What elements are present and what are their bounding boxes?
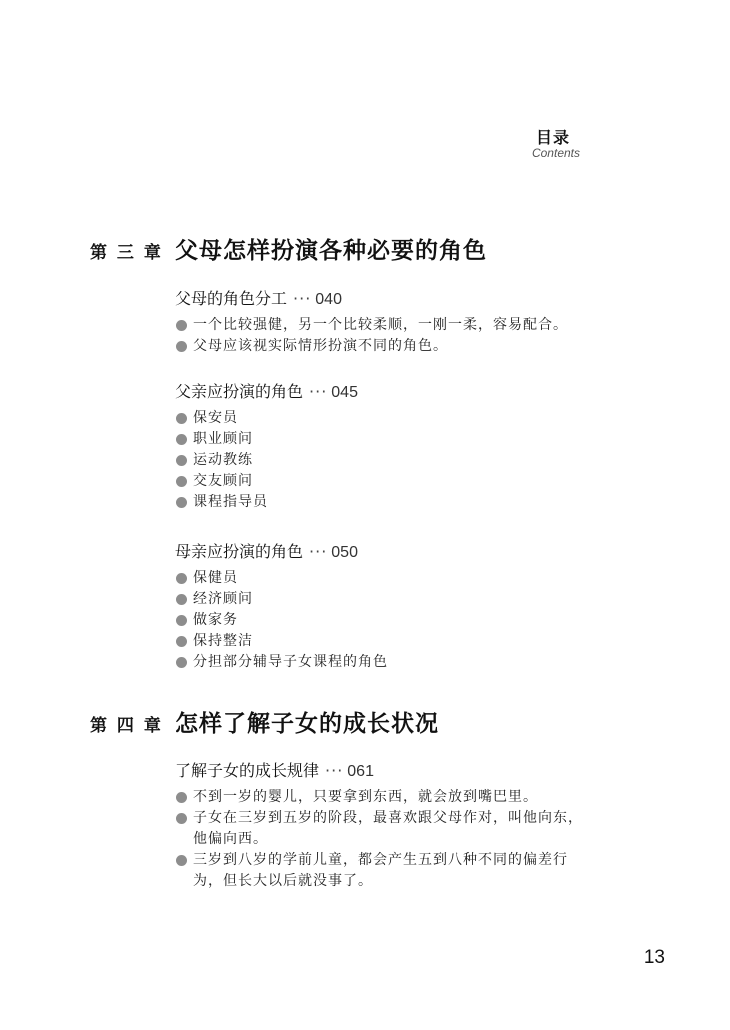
chapter-title: 怎样了解子女的成长状况: [175, 710, 439, 737]
list-item: [175, 589, 605, 610]
section-title: 父亲应扮演的角色: [175, 382, 304, 401]
section-items: [175, 568, 605, 673]
bullet-icon: [176, 594, 187, 605]
section-page-number: 061: [347, 763, 374, 780]
list-item: [175, 450, 605, 471]
toc-section: [175, 381, 605, 513]
list-item: [175, 610, 605, 631]
chapter-number: 第 四 章: [90, 716, 163, 736]
list-item-text: 交友顾问: [193, 473, 253, 489]
list-item-text: 分担部分辅导子女课程的角色: [193, 654, 388, 670]
leader-dots: ···: [309, 382, 328, 401]
bullet-icon: [176, 413, 187, 424]
section-page-number: 040: [315, 291, 342, 308]
bullet-icon: [176, 320, 187, 331]
section-title: 母亲应扮演的角色: [175, 542, 304, 561]
leader-dots: ···: [325, 761, 344, 780]
section-heading: [175, 288, 605, 311]
section-items: [175, 787, 585, 892]
section-heading: [175, 541, 605, 564]
list-item-text: 职业顾问: [193, 431, 253, 447]
toc-header: [531, 128, 580, 160]
section-page-number: 050: [331, 544, 358, 561]
section-title: 了解子女的成长规律: [175, 761, 320, 780]
leader-dots: ···: [293, 289, 312, 308]
list-item-text: 运动教练: [193, 452, 253, 468]
list-item: [175, 492, 605, 513]
list-item-text: 三岁到八岁的学前儿童，都会产生五到八种不同的偏差行为，但长大以后就没事了。: [193, 852, 568, 889]
section-heading: [175, 381, 605, 404]
toc-section: [175, 760, 585, 892]
list-item-text: 做家务: [193, 612, 238, 628]
bullet-icon: [176, 792, 187, 803]
toc-section: [175, 288, 605, 357]
section-items: [175, 408, 605, 513]
list-item-text: 保安员: [193, 410, 238, 426]
bullet-icon: [176, 341, 187, 352]
list-item-text: 保持整洁: [193, 633, 253, 649]
list-item: [175, 568, 605, 589]
list-item-text: 经济顾问: [193, 591, 253, 607]
section-title: 父母的角色分工: [175, 289, 288, 308]
section-page-number: 045: [331, 384, 358, 401]
bullet-icon: [176, 636, 187, 647]
list-item: [175, 471, 605, 492]
chapter-title: 父母怎样扮演各种必要的角色: [175, 237, 487, 264]
list-item-text: 子女在三岁到五岁的阶段，最喜欢跟父母作对，叫他向东，他偏向西。: [193, 810, 583, 847]
toc-section: [175, 541, 605, 673]
section-heading: [175, 760, 585, 783]
bullet-icon: [176, 855, 187, 866]
chapter-heading: [90, 705, 439, 738]
list-item: [175, 315, 605, 336]
list-item: [175, 850, 585, 892]
list-item: [175, 631, 605, 652]
bullet-icon: [176, 497, 187, 508]
section-items: [175, 315, 605, 357]
bullet-icon: [176, 455, 187, 466]
list-item-text: 保健员: [193, 570, 238, 586]
chapter-heading: [90, 232, 487, 265]
list-item-text: 一个比较强健，另一个比较柔顺，一刚一柔，容易配合。: [193, 317, 568, 333]
list-item: [175, 787, 585, 808]
chapter-number: 第 三 章: [90, 243, 163, 263]
toc-subtitle: Contents: [531, 146, 580, 160]
list-item-text: 不到一岁的婴儿，只要拿到东西，就会放到嘴巴里。: [193, 789, 538, 805]
page-number: 13: [643, 947, 665, 968]
bullet-icon: [176, 813, 187, 824]
list-item: [175, 652, 605, 673]
leader-dots: ···: [309, 542, 328, 561]
bullet-icon: [176, 657, 187, 668]
list-item: [175, 336, 605, 357]
bullet-icon: [176, 615, 187, 626]
list-item: [175, 808, 585, 850]
bullet-icon: [176, 476, 187, 487]
list-item: [175, 429, 605, 450]
bullet-icon: [176, 573, 187, 584]
bullet-icon: [176, 434, 187, 445]
toc-title: 目录: [535, 128, 570, 147]
list-item-text: 课程指导员: [193, 494, 268, 510]
list-item-text: 父母应该视实际情形扮演不同的角色。: [193, 338, 448, 354]
list-item: [175, 408, 605, 429]
